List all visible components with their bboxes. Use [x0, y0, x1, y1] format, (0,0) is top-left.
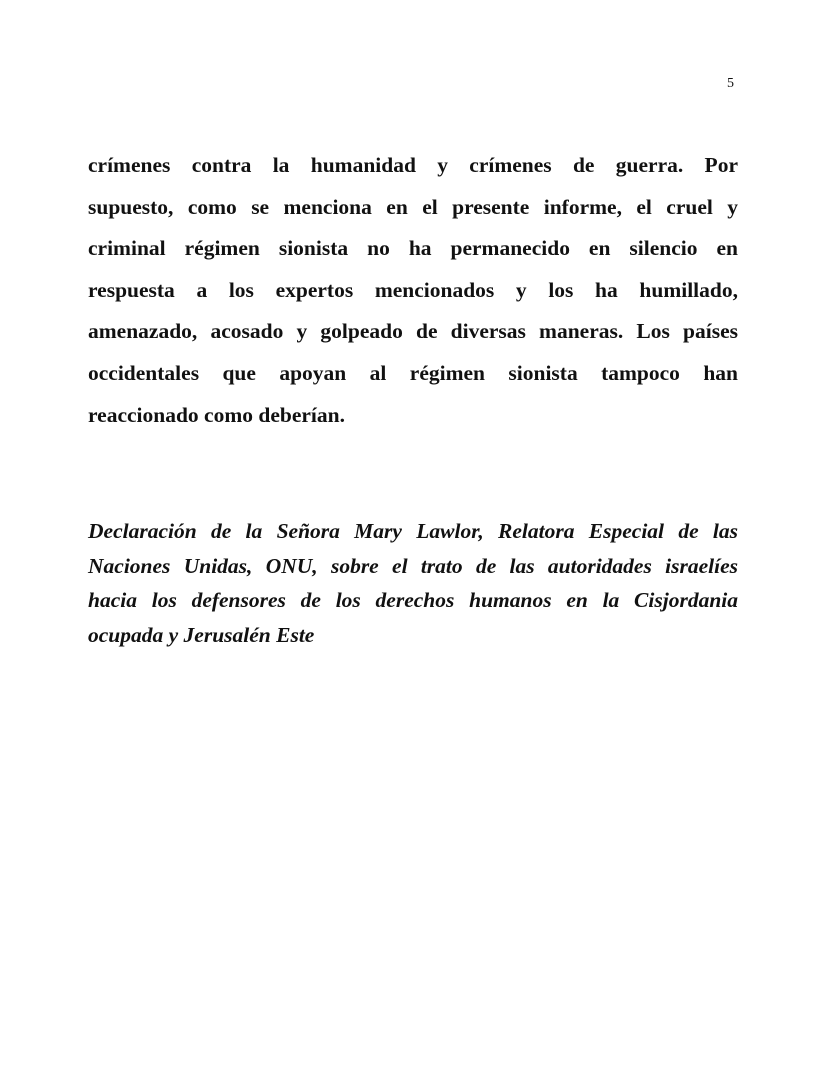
body-paragraph [88, 150, 738, 441]
text-line: amenazado, acosado y golpeado de diversas maneras. Los países [88, 319, 738, 344]
text-line: supuesto, como se menciona en el presente informe, el cruel y [88, 194, 738, 219]
text-line: reaccionado como deberían. [88, 402, 345, 427]
page-number: 5 [727, 76, 734, 91]
heading-line: hacia los defensores de los derechos humanos en la Cisjordania [88, 588, 738, 612]
declaration-heading [88, 516, 738, 654]
heading-line: Declaración de la Señora Mary Lawlor, Relatora Especial de las [88, 519, 738, 543]
text-line: respuesta a los expertos mencionados y los ha humillado, [88, 277, 738, 302]
text-line: crímenes contra la humanidad y crímenes de guerra. Por [88, 153, 738, 177]
heading-line: Naciones Unidas, ONU, sobre el trato de las autoridades israelíes [88, 553, 738, 578]
text-line: occidentales que apoyan al régimen sionista tampoco han [88, 360, 738, 385]
heading-line: ocupada y Jerusalén Este [88, 622, 315, 647]
text-line: criminal régimen sionista no ha permanecido en silencio en [88, 236, 738, 261]
